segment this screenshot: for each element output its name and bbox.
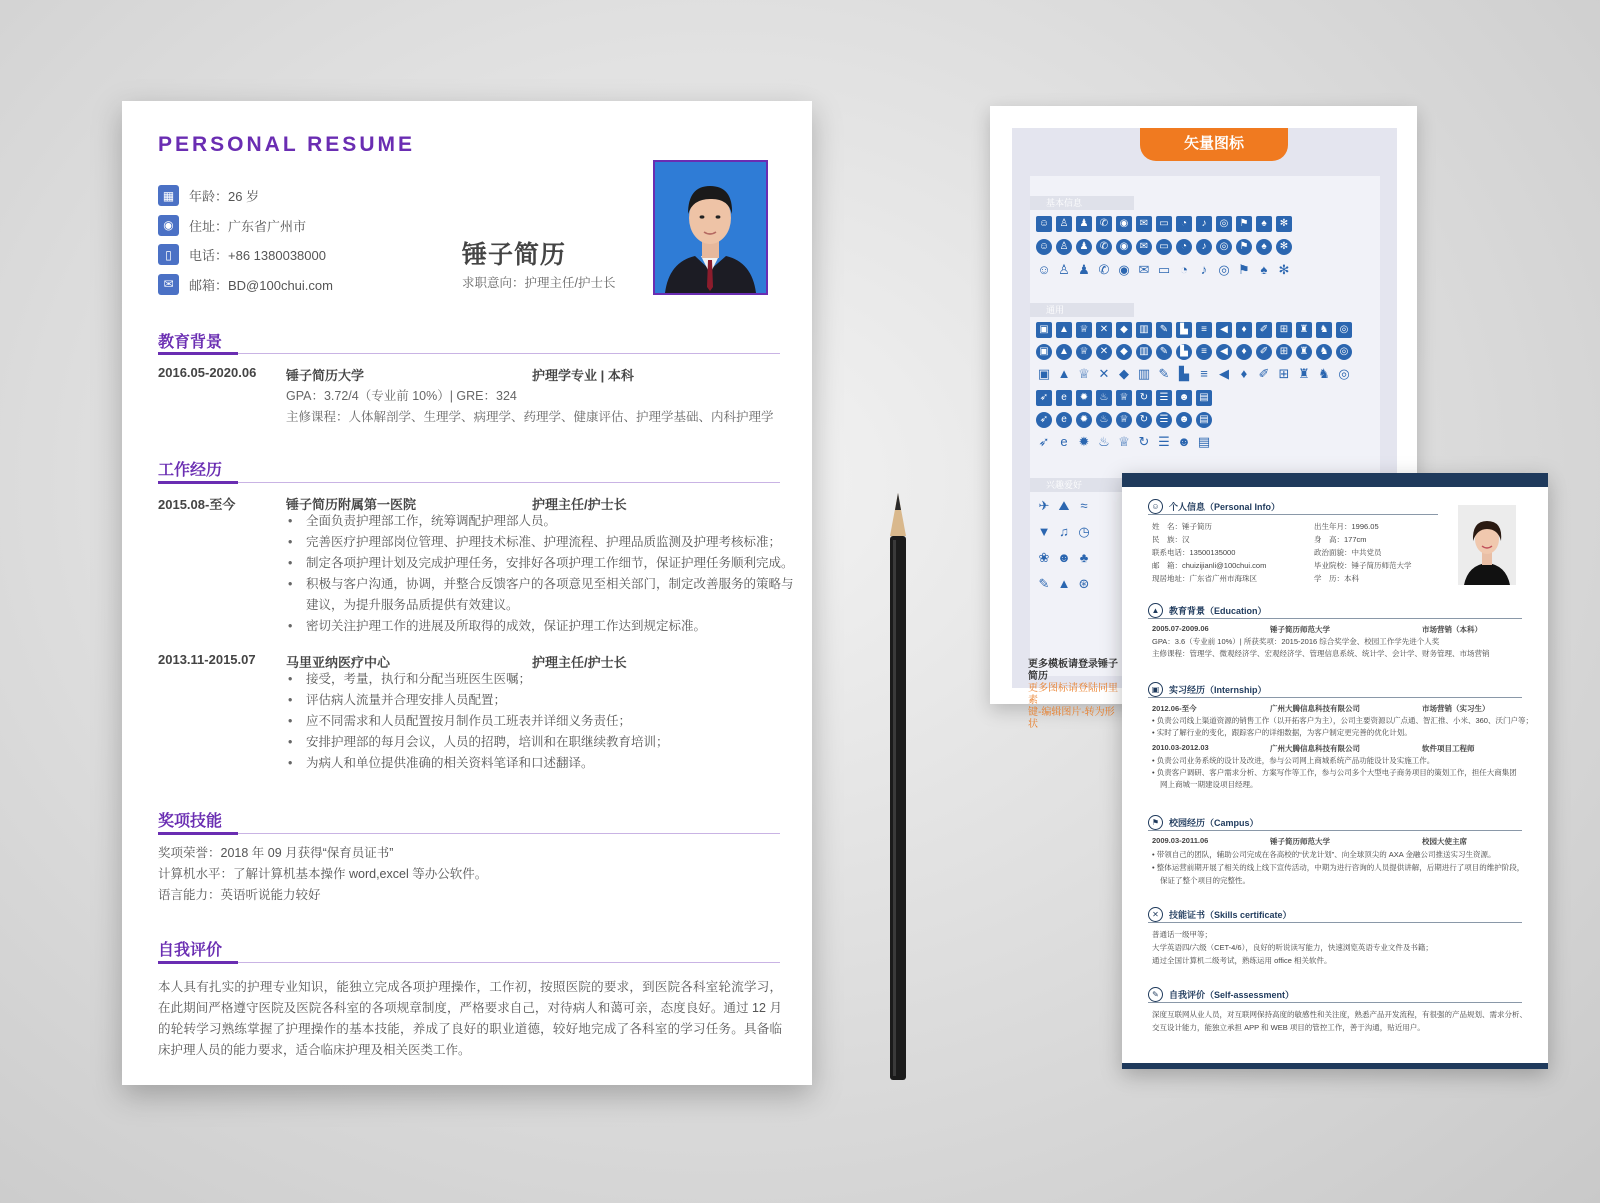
icon-sheet-tab: 矢量图标 [1140,128,1288,161]
edit-icon: ✎ [1158,366,1170,381]
graduation-icon: ▲ [1057,366,1071,381]
user-icon: ☺ [1036,239,1052,255]
resume-header-title: PERSONAL RESUME [158,133,415,156]
job-role: 护理主任/护士长 [532,655,627,670]
p-school: 毕业院校：锤子简历师范大学 [1314,561,1412,570]
top-band [1122,473,1548,487]
mountain-icon: ▲ [1057,576,1071,591]
edu-school: 锤子简历师范大学 [1270,625,1330,634]
job-bullet: • 完善医疗护理部岗位管理、护理技术标准、护理流程、护理品质监测及护理考核标准； [288,532,800,553]
edit-icon: ✎ [1148,987,1163,1002]
icon-sheet-note [1028,659,1123,731]
edu-major: 护理学专业 | 本科 [532,368,634,383]
ie-icon: e [1060,434,1068,449]
music-icon: ♫ [1059,524,1069,539]
list-icon: ≡ [1200,366,1208,381]
mail-icon: ✉ [1136,216,1152,232]
r2-divider [1148,922,1522,923]
face-icon: ☻ [1057,550,1071,565]
r2-section-skills [1148,907,1292,922]
info-address [158,211,333,241]
icon-row-squares [1036,216,1292,232]
user-icon: ☺ [1036,216,1052,232]
award-line: 计算机水平：了解计算机基本操作 word,excel 等办公软件。 [158,867,488,881]
p-addr: 现居地址：广东省广州市海珠区 [1152,574,1257,583]
chess-icon: ♜ [1298,366,1310,381]
book-icon: ▥ [1137,366,1151,381]
mail-icon: ✉ [1138,262,1150,277]
p-phone: 联系电话：13500135000 [1152,548,1236,557]
info-email [158,270,333,300]
edu-date: 2005.07-2009.06 [1152,624,1209,633]
pen-icon: ✐ [1258,366,1270,381]
wechat-icon: ◔ [1176,216,1192,232]
briefcase-icon: ▣ [1148,682,1163,697]
campus-date: 2009.03-2011.06 [1152,836,1209,845]
flag-icon: ⚑ [1236,239,1252,255]
note-line-2: 更多图标请登陆同里素 [1028,683,1118,706]
icon-row-plain [1036,366,1352,382]
award-line: 语言能力：英语听说能力较好 [158,888,321,902]
swim-icon: ≈ [1080,498,1088,513]
job-role: 护理主任/护士长 [532,497,627,512]
refresh-icon: ↻ [1136,412,1152,428]
layers-icon: ◆ [1116,322,1132,338]
graduation-icon: ▲ [1148,603,1163,618]
card-icon: ▭ [1156,216,1172,232]
group-icon: ♙ [1056,216,1072,232]
section-divider [158,962,780,963]
p-nation: 民 族：汉 [1152,535,1190,544]
chart-icon: ▙ [1179,366,1189,381]
p-name: 姓 名：锤子简历 [1152,522,1212,531]
campus-bullet: • 整体运营前期开展了相关的线上线下宣传活动，中期为进行咨询的人员提供讲解，后期进行了项目的维护阶段， [1152,863,1525,872]
flag-icon: ⚑ [1238,262,1250,277]
info-address-text: 住址：广东省广州市 [189,218,307,234]
edu-courses: 主修课程：人体解剖学、生理学、病理学、药理学、健康评估、护理学基础、内科护理学 [286,410,774,424]
job-date: 2015.08-至今 [158,497,236,512]
cup-icon: ♕ [1118,434,1130,449]
edu-major: 市场营销（本科） [1422,625,1482,634]
megaphone-icon: ◀ [1216,344,1232,360]
rocket-icon: ➶ [1038,434,1050,449]
mail-icon: ✉ [158,274,179,295]
phone-icon: ▯ [158,244,179,265]
team-icon: ☻ [1177,434,1191,449]
r2-section-title: 教育背景（Education） [1169,606,1267,616]
candidate-name: 锤子简历 [462,241,567,269]
section-accent-bar [158,481,238,484]
bottom-band [1122,1063,1548,1069]
location-icon: ◉ [1116,216,1132,232]
tools-icon: ✕ [1098,366,1110,381]
team-icon: ☻ [1176,390,1192,406]
megaphone-icon: ◀ [1219,366,1229,381]
intern-bullet: • 负责客户调研、客户需求分析、方案写作等工作，参与公司多个大型电子商务项目的策划工作，担任大商集团 [1152,768,1517,777]
campus-bullet: • 带领自己的团队，辅助公司完成在各高校的“伏龙计划”、向全球顶尖的 AXA 金融公司推送实习生资源。 [1152,850,1496,859]
run-icon: ♞ [1316,344,1332,360]
r2-section-title: 自我评价（Self-assessment） [1169,990,1295,1000]
icon-category-general: 通用 [1030,303,1134,317]
card-icon: ▭ [1156,239,1172,255]
group-icon: ♙ [1056,239,1072,255]
pen-icon: ✐ [1256,322,1272,338]
icon-row-squares [1036,322,1352,338]
job-bullet: • 制定各项护理计划及完成护理任务，安排好各项护理工作细节，保证护理任务顺利完成。 [288,553,800,574]
mic-icon: ✎ [1038,576,1050,591]
note-line-1: 更多模板请登录锤子简历 [1028,659,1118,682]
qq-icon: ♠ [1260,262,1268,277]
r2-candidate-photo [1458,505,1516,585]
job-bullet: • 应不同需求和人员配置按月制作员工班表并详细义务责任； [288,711,800,732]
location-icon: ◉ [1116,239,1132,255]
twitter-icon: ♪ [1196,216,1212,232]
self-line: 深度互联网从业人员，对互联网保持高度的敏感性和关注度，熟悉产品开发流程，有很强的产品规划、需求分析、 [1152,1010,1527,1019]
twitter-icon: ♪ [1200,262,1208,277]
p-mail: 邮 箱：chuizijianli@100chui.com [1152,561,1267,570]
run-icon: ♞ [1316,322,1332,338]
intern-org: 广州大腾信息科技有限公司 [1270,704,1360,713]
r2-section-campus [1148,815,1259,830]
icon-row-hobby [1036,550,1092,566]
flag-icon: ⚑ [1148,815,1163,830]
gear-icon: ✹ [1078,434,1090,449]
refresh-icon: ↻ [1136,390,1152,406]
r2-section-internship [1148,682,1267,697]
badge-icon: ♦ [1236,322,1252,338]
intern-bullet: • 负责公司线上渠道资源的销售工作（以开拓客户为主），公司主要资源以广点通、智汇推、小米、360、沃门户等； [1152,716,1533,725]
grid-icon: ⊞ [1278,366,1290,381]
contact-info-list [158,181,333,299]
bulb-icon: ♨ [1096,412,1112,428]
person-icon: ♟ [1076,216,1092,232]
candidate-photo [653,160,768,295]
briefcase-icon: ▣ [1036,344,1052,360]
job-date: 2013.11-2015.07 [158,652,256,667]
tools-icon: ✕ [1096,322,1112,338]
trophy-icon: ♕ [1076,344,1092,360]
job-org: 锤子简历附属第一医院 [286,497,417,512]
section-title-work: 工作经历 [158,462,223,479]
basket-icon: ▼ [1037,524,1051,539]
rocket-icon: ➶ [1036,412,1052,428]
target-icon: ◎ [1336,322,1352,338]
info-phone [158,240,333,270]
person-icon: ♟ [1076,239,1092,255]
grid-icon: ⊞ [1276,322,1292,338]
steps-icon: ☰ [1156,390,1172,406]
palm-icon: ♣ [1079,550,1089,565]
book-icon: ▥ [1136,322,1152,338]
r2-section-title: 个人信息（Personal Info） [1169,502,1281,512]
pen-icon: ✐ [1256,344,1272,360]
job-bullet: • 安排护理部的每月会议，人员的招聘，培训和在职继续教育培训； [288,732,800,753]
edu-line: 主修课程：管理学、微观经济学、宏观经济学、管理信息系统、统计学、会计学、财务管理、市场营销 [1152,649,1490,658]
info-age [158,181,333,211]
steps-icon: ☰ [1158,434,1170,449]
edit-icon: ✎ [1156,344,1172,360]
intern-role: 市场营销（实习生） [1422,704,1490,713]
gear-icon: ✹ [1076,390,1092,406]
mail-icon: ✉ [1136,239,1152,255]
layers-icon: ◆ [1119,366,1129,381]
person-icon: ♟ [1078,262,1090,277]
user-icon: ☺ [1148,499,1163,514]
gear-icon: ✹ [1076,412,1092,428]
self-line: 交互设计能力，能独立承担 APP 和 WEB 项目的管控工作，善于沟通，贴近用户。 [1152,1023,1425,1032]
section-accent-bar [158,352,238,355]
icon-row-plain [1036,434,1212,450]
settings-icon: ✻ [1276,216,1292,232]
megaphone-icon: ◀ [1216,322,1232,338]
job-bullet: • 密切关注护理工作的进展及所取得的成效，保证护理工作达到规定标准。 [288,616,800,637]
r2-divider [1148,697,1522,698]
list-icon: ≡ [1196,344,1212,360]
intern-bullet: • 负责公司业务系统的设计及改进，参与公司网上商城系统产品功能设计及实施工作。 [1152,756,1435,765]
r2-section-title: 技能证书（Skills certificate） [1169,910,1292,920]
p-height: 身 高：177cm [1314,535,1367,544]
r2-divider [1148,1002,1522,1003]
weibo-icon: ◎ [1218,262,1230,277]
edu-line: GPA：3.6（专业前 10%）| 所获奖项：2015-2016 综合奖学金、校园工作学先进个人奖 [1152,637,1440,646]
r2-section-education [1148,603,1267,618]
campus-role: 校园大使主席 [1422,837,1467,846]
group-icon: ♙ [1058,262,1070,277]
steps-icon: ☰ [1156,412,1172,428]
r2-divider [1148,514,1438,515]
phone-icon: ✆ [1096,239,1112,255]
r2-section-self [1148,987,1294,1002]
edu-gpa: GPA：3.72/4（专业前 10%）| GRE：324 [286,389,517,403]
job-org: 马里亚纳医疗中心 [286,655,391,670]
intern-date: 2012.06-至今 [1152,704,1197,713]
icon-row-circles [1036,344,1352,360]
campus-bullet: 保证了整个项目的完整性。 [1160,876,1250,885]
bulb-icon: ♨ [1098,434,1110,449]
campus-org: 锤子简历师范大学 [1270,837,1330,846]
weibo-icon: ◎ [1216,216,1232,232]
calendar-icon: ▦ [158,185,179,206]
user-icon: ☺ [1037,262,1051,277]
p-degree: 学 历：本科 [1314,574,1359,583]
job-bullet: • 全面负责护理部工作，统筹调配护理部人员。 [288,511,800,532]
icon-category-hobby: 兴趣爱好 [1030,478,1134,492]
icon-category-basic: 基本信息 [1030,196,1134,210]
icon-row-plain [1036,262,1292,278]
briefcase-icon: ▣ [1036,322,1052,338]
phone-icon: ✆ [1098,262,1110,277]
run-icon: ♞ [1318,366,1330,381]
refresh-icon: ↻ [1138,434,1150,449]
edu-date: 2016.05-2020.06 [158,365,257,380]
qq-icon: ♠ [1256,239,1272,255]
r2-divider [1148,830,1522,831]
settings-icon: ✻ [1278,262,1290,277]
layers-icon: ◆ [1116,344,1132,360]
intern-bullet: • 实时了解行业的变化，跟踪客户的详细数据，为客户制定更完善的优化计划。 [1152,728,1412,737]
briefcase-icon: ▣ [1037,366,1051,381]
skill-line: 通过全国计算机二级考试，熟练运用 office 相关软件。 [1152,956,1332,965]
section-divider [158,482,780,483]
phone-icon: ✆ [1096,216,1112,232]
flag-icon: ⚑ [1236,216,1252,232]
camera-icon: ▤ [1197,434,1211,449]
cup-icon: ♕ [1116,412,1132,428]
wechat-icon: ◔ [1180,262,1188,277]
info-phone-text: 电话：+86 1380038000 [189,248,326,264]
skill-line: 大学英语四/六级（CET-4/6），良好的听说读写能力，快速浏览英语专业文件及书籍； [1152,943,1433,952]
r2-section-title: 校园经历（Campus） [1169,818,1259,828]
note-line-3: 键-编辑图片-转为形状 [1028,707,1115,730]
section-accent-bar [158,832,238,835]
intern-date: 2010.03-2012.03 [1152,743,1209,752]
section-accent-bar [158,961,238,964]
section-divider [158,833,780,834]
badge-icon: ♦ [1236,344,1252,360]
rocket-icon: ➶ [1036,390,1052,406]
camera-icon: ▤ [1196,390,1212,406]
job-intent: 求职意向：护理主任/护士长 [462,276,616,290]
info-age-text: 年龄：26 岁 [189,189,260,205]
p-politics: 政治面貌：中共党员 [1314,548,1382,557]
wechat-icon: ◔ [1176,239,1192,255]
climb-icon: ⛰ [1058,498,1070,513]
ie-icon: e [1056,412,1072,428]
intern-role: 软件项目工程师 [1422,744,1475,753]
resume-page-secondary [1122,473,1548,1069]
icon-row-circles [1036,412,1212,428]
badge-icon: ♦ [1240,366,1248,381]
location-icon: ◉ [1118,262,1130,277]
section-divider [158,353,780,354]
weibo-icon: ◎ [1216,239,1232,255]
p-birth: 出生年月：1996.05 [1314,522,1379,531]
clock-icon: ◷ [1078,524,1090,539]
job-bullet: • 评估病人流量并合理安排人员配置； [288,690,800,711]
ie-icon: e [1056,390,1072,406]
target-icon: ◎ [1338,366,1350,381]
dance-icon: ✈ [1038,498,1050,513]
icon-row-hobby [1036,576,1092,592]
trophy-icon: ♕ [1076,322,1092,338]
book-icon: ▥ [1136,344,1152,360]
bulb-icon: ♨ [1096,390,1112,406]
list-icon: ≡ [1196,322,1212,338]
team-icon: ☻ [1176,412,1192,428]
intern-org: 广州大腾信息科技有限公司 [1270,744,1360,753]
edu-school: 锤子简历大学 [286,368,365,383]
job-bullet: • 积极与客户沟通，协调，并整合反馈客户的各项意见至相关部门，制定改善服务的策略与建议，为提升服务品质提供有效建议。 [288,574,800,616]
skill-line: 普通话一级甲等； [1152,930,1212,939]
icon-row-hobby [1036,524,1092,540]
qq-icon: ♠ [1256,216,1272,232]
job-bullet: • 为病人和单位提供准确的相关资料笔译和口述翻译。 [288,753,800,774]
brain-icon: ❀ [1038,550,1050,565]
chart-icon: ▙ [1176,322,1192,338]
info-email-text: 邮箱：BD@100chui.com [189,277,333,293]
section-title-education: 教育背景 [158,334,223,351]
intern-bullet: 网上商城一期建设项目经理。 [1160,780,1258,789]
section-title-self-eval: 自我评价 [158,942,223,959]
r2-section-title: 实习经历（Internship） [1169,685,1267,695]
settings-icon: ✻ [1276,239,1292,255]
camera-icon: ▤ [1196,412,1212,428]
tools-icon: ✕ [1096,344,1112,360]
location-pin-icon: ◉ [158,215,179,236]
r2-divider [1148,618,1522,619]
chess-icon: ♜ [1296,344,1312,360]
resume-page-main [122,101,812,1085]
award-line: 奖项荣誉：2018 年 09 月获得“保育员证书” [158,846,394,860]
cup-icon: ♕ [1116,390,1132,406]
graduation-icon: ▲ [1056,322,1072,338]
edit-icon: ✎ [1156,322,1172,338]
job-bullet: • 接受，考量，执行和分配当班医生医嘱； [288,669,800,690]
card-icon: ▭ [1157,262,1171,277]
self-eval-text: 本人具有扎实的护理专业知识，能独立完成各项护理操作，工作初，按照医院的要求，到医院各科室轮流学习，在此期间严格遵守医院及医院各科室的各项规章制度，严格要求自己，对待病人和蔼可亲，态度良好。通过 12 月的轮转学习熟练掌握了护理操作的基本技能，养成了良好的职业道德，较好地完成了各科室的学习任务。具备临床护理人员的能力要求，适合临床护理及相关医类工作。 [158,980,782,1057]
icon-row-circles [1036,239,1292,255]
icon-row-hobby [1036,498,1092,514]
target-icon: ◎ [1336,344,1352,360]
section-title-awards: 奖项技能 [158,813,223,830]
chart-icon: ▙ [1176,344,1192,360]
twitter-icon: ♪ [1196,239,1212,255]
graduation-icon: ▲ [1056,344,1072,360]
tools-icon: ✕ [1148,907,1163,922]
r2-section-personal [1148,499,1280,514]
football-icon: ⊛ [1078,576,1090,591]
trophy-icon: ♕ [1078,366,1090,381]
chess-icon: ♜ [1296,322,1312,338]
icon-row-squares [1036,390,1212,406]
grid-icon: ⊞ [1276,344,1292,360]
